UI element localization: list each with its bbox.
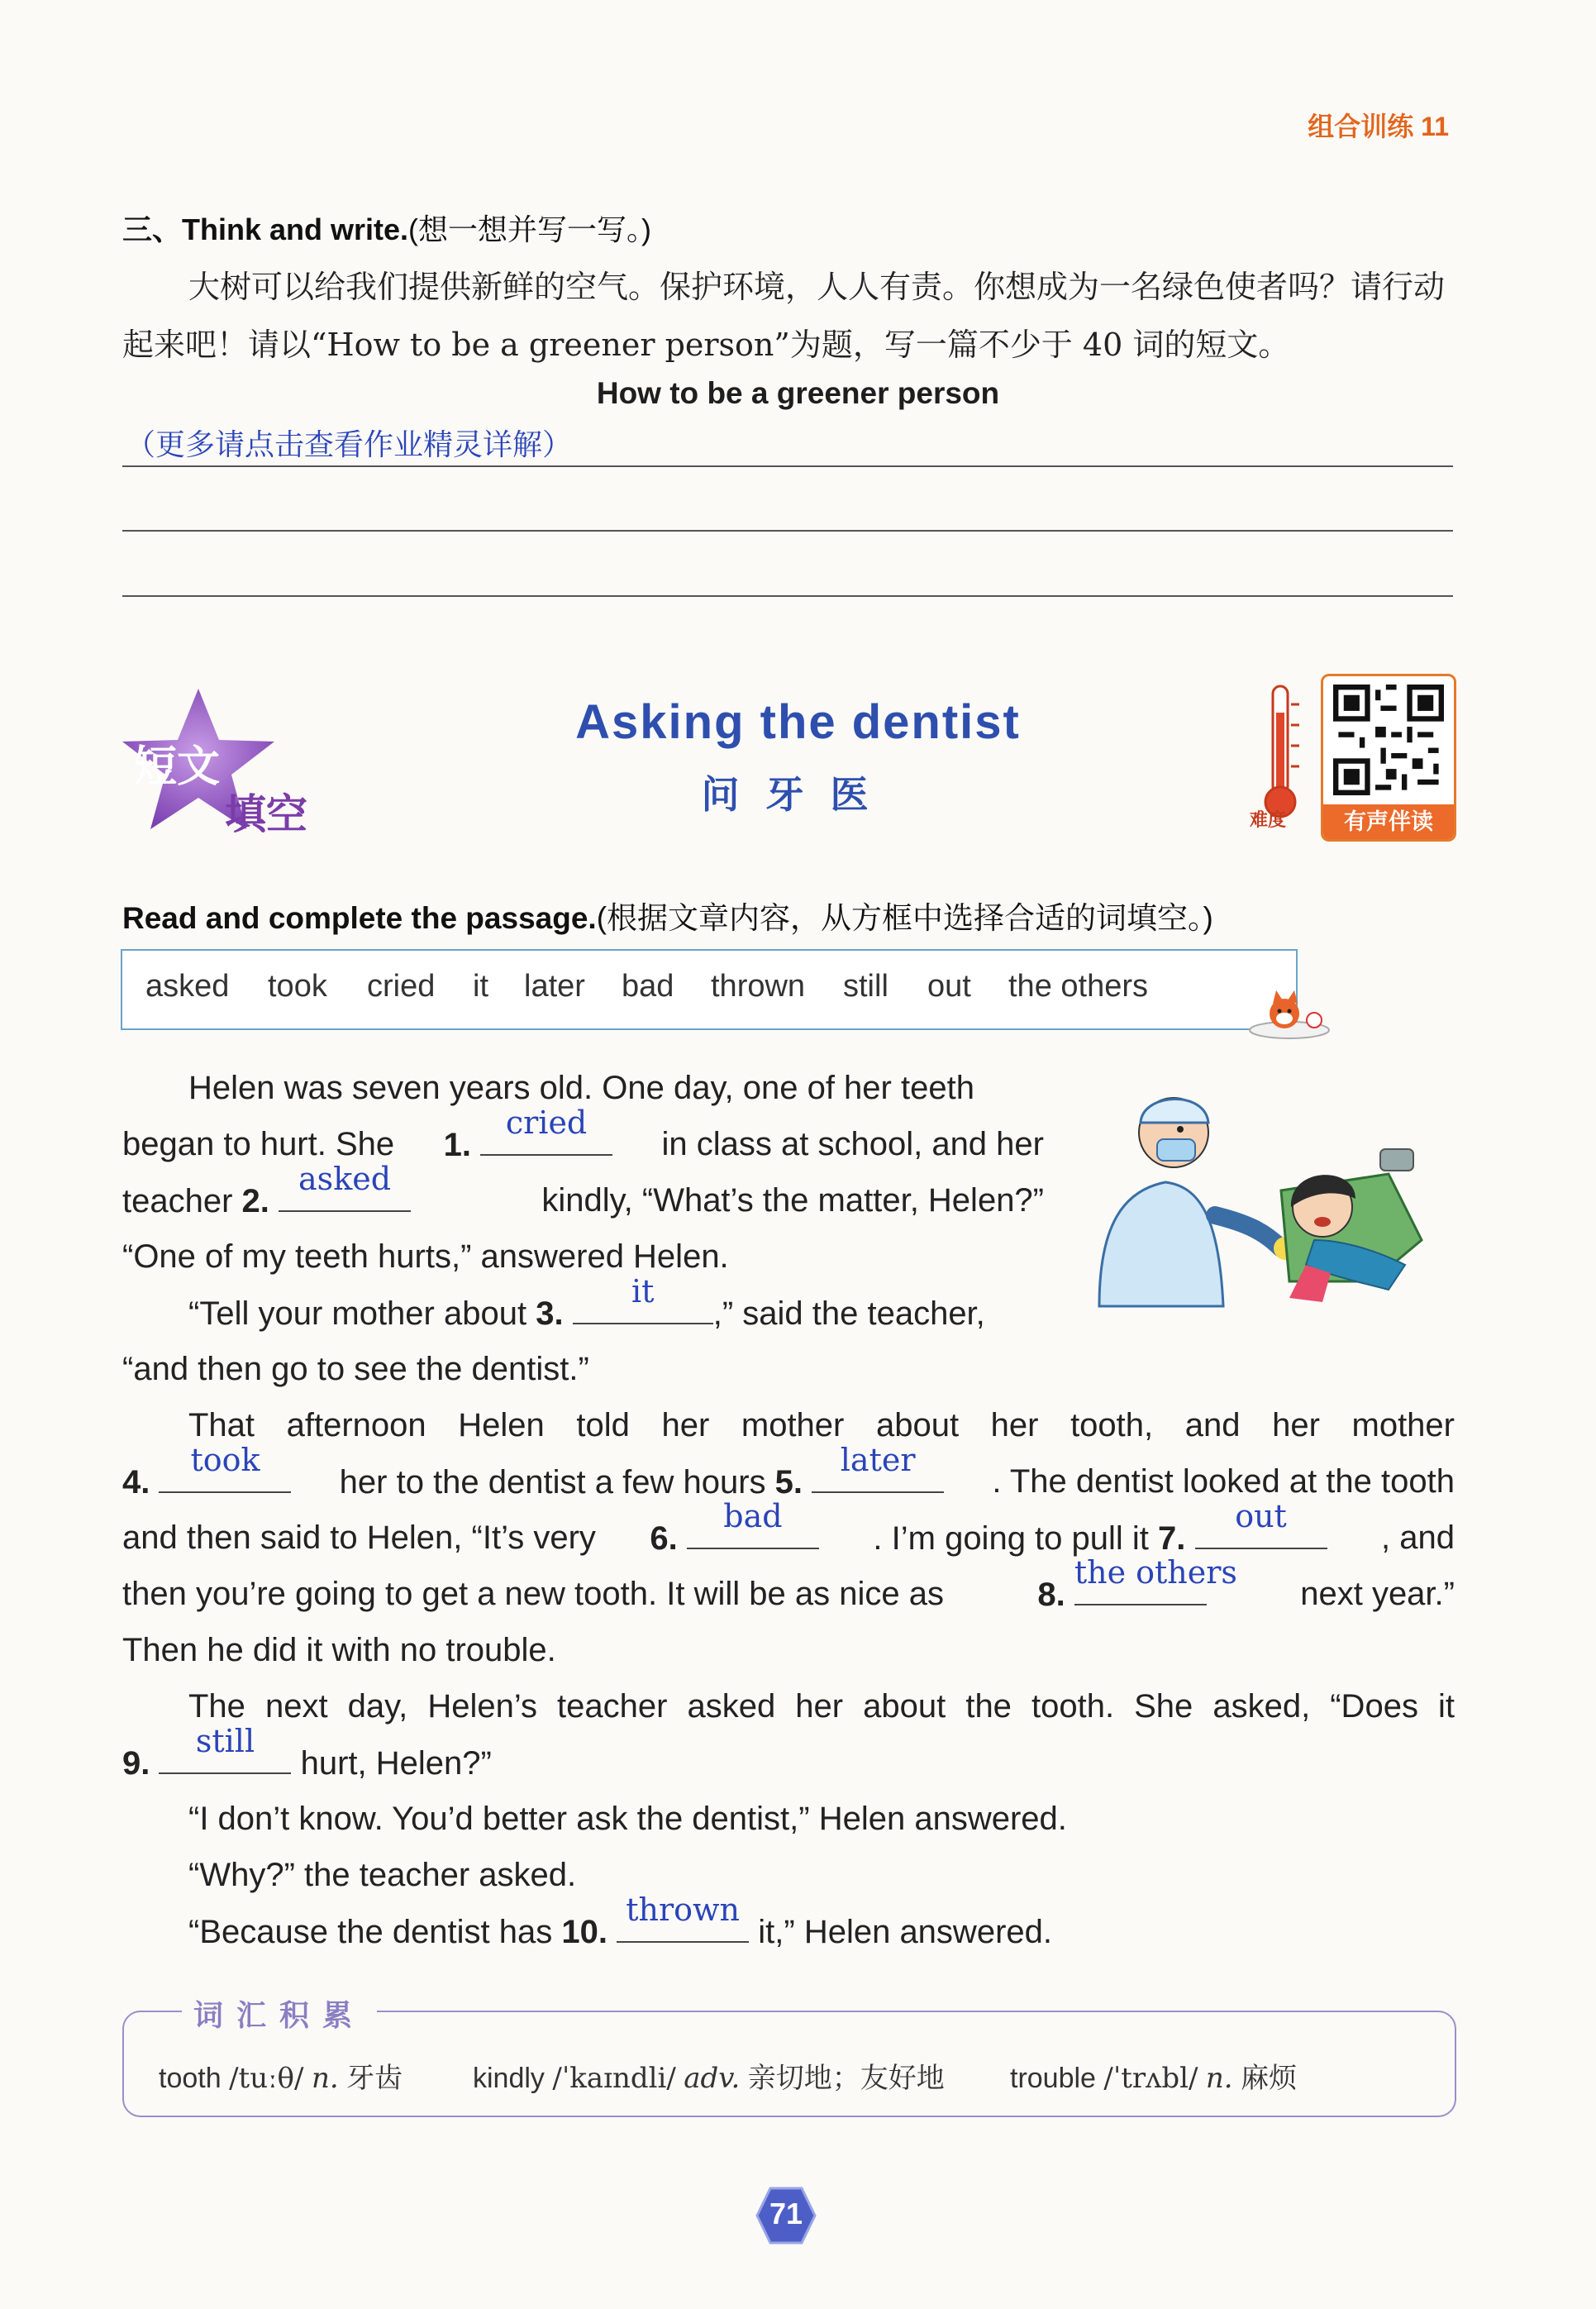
passage-text: kindly, “What’s the matter, Helen?” <box>541 1182 1044 1219</box>
passage-text: , and <box>1381 1519 1455 1556</box>
unit-tag: 组合训练 11 <box>1308 112 1449 141</box>
passage-text: Helen was seven years old. One day, one of her teeth <box>188 1070 974 1106</box>
vocab-meaning: 亲切地；友好地 <box>747 2062 945 2095</box>
section3-title-en: 三、Think and write. <box>122 212 409 246</box>
answer-blank[interactable] <box>1074 1554 1237 1605</box>
writing-line[interactable] <box>122 530 1453 532</box>
passage-text: That afternoon Helen told her mother about her tooth, and her mother <box>188 1407 1455 1443</box>
answer-blank[interactable] <box>159 1442 291 1493</box>
answer-blank[interactable] <box>1195 1498 1327 1549</box>
answer-blank[interactable] <box>687 1498 819 1549</box>
passage-text: . The dentist looked at the tooth <box>992 1463 1455 1500</box>
answer-text: took <box>190 1442 260 1478</box>
passage-text: hurt, Helen?” <box>300 1745 492 1782</box>
passage-line <box>122 1892 1052 1960</box>
passage-line <box>122 1622 556 1678</box>
audio-qr-code[interactable] <box>1321 674 1456 842</box>
answer-text: thrown <box>626 1892 741 1928</box>
passage-subtitle: 问牙医 <box>701 773 895 816</box>
answer-blank[interactable] <box>279 1161 411 1212</box>
blank-number: 3. <box>536 1295 564 1332</box>
passage-text: her to the dentist a few hours <box>339 1464 766 1500</box>
passage-line <box>122 1498 1455 1567</box>
badge-line2: 填空 <box>225 791 307 837</box>
passage-text: “Tell your mother about <box>188 1295 527 1332</box>
word-bank-item: later <box>524 969 585 1004</box>
word-bank-item: took <box>268 969 327 1004</box>
passage-text: next year.” <box>1300 1576 1455 1612</box>
passage-line <box>122 1791 1067 1847</box>
word-bank-item: still <box>843 969 889 1004</box>
word-bank-item: thrown <box>711 969 806 1004</box>
word-bank-item: it <box>473 969 488 1004</box>
passage-text: ,” said the teacher, <box>712 1295 985 1332</box>
passage-line <box>122 1273 985 1342</box>
passage-text: began to hurt. She <box>122 1126 395 1162</box>
vocab-word: kindly <box>473 2063 545 2094</box>
section3-title-cn: (想一想并写一写。) <box>408 212 652 246</box>
word-bank-item: out <box>927 969 971 1004</box>
word-bank-item: cried <box>367 969 436 1004</box>
word-bank-item: bad <box>622 969 674 1004</box>
vocab-item <box>1010 2055 1297 2096</box>
badge-line1: 短文 <box>134 743 221 791</box>
answer-text: asked <box>298 1161 392 1197</box>
passage-text: in class at school, and her <box>661 1126 1044 1162</box>
answer-blank[interactable] <box>159 1723 291 1774</box>
answer-blank[interactable] <box>480 1104 612 1156</box>
answer-blank[interactable] <box>812 1442 944 1493</box>
vocab-meaning: 麻烦 <box>1241 2062 1298 2095</box>
blank-number: 5. <box>774 1464 803 1500</box>
passage-text: “One of my teeth hurts,” answered Helen. <box>122 1238 729 1275</box>
answer-text: still <box>195 1723 255 1759</box>
passage-text: “and then go to see the dentist.” <box>122 1351 589 1387</box>
vocabulary-heading: 词汇积累 <box>182 1992 377 2035</box>
vocab-word: tooth <box>159 2063 222 2094</box>
passage-title: Asking the dentist <box>575 695 1021 749</box>
answer-text: it <box>631 1273 655 1310</box>
blank-number: 9. <box>122 1745 150 1782</box>
vocab-pos: n. <box>1205 2062 1233 2095</box>
answer-blank[interactable] <box>617 1892 749 1943</box>
blank-number: 6. <box>650 1520 678 1557</box>
passage-text: . I’m going to pull it <box>873 1520 1149 1557</box>
vocab-phonetic: /tuːθ/ <box>229 2062 304 2095</box>
qr-code-icon <box>1333 685 1444 795</box>
difficulty-label: 难度 <box>1250 809 1287 830</box>
blank-number: 8. <box>1037 1577 1065 1613</box>
passage-text: Then he did it with no trouble. <box>122 1632 556 1668</box>
answer-blank[interactable] <box>573 1273 713 1324</box>
passage-line <box>122 1397 1455 1453</box>
writing-line[interactable] <box>122 465 1453 467</box>
vocab-meaning: 牙齿 <box>346 2062 403 2095</box>
answer-text: cried <box>505 1104 588 1141</box>
passage-line <box>122 1060 1110 1116</box>
passage-text: “I don’t know. You’d better ask the dentist,” Helen answered. <box>188 1801 1067 1837</box>
blank-number: 10. <box>561 1914 608 1950</box>
passage-text: “Why?” the teacher asked. <box>188 1857 577 1893</box>
page-number: 71 <box>769 2197 803 2230</box>
passage-line <box>122 1341 589 1397</box>
vocab-phonetic: /ˈtrʌbl/ <box>1103 2062 1198 2095</box>
answer-text: out <box>1235 1498 1287 1534</box>
passage-text: it,” Helen answered. <box>758 1914 1052 1950</box>
vocab-word: trouble <box>1010 2063 1096 2094</box>
fox-mascot-icon <box>1246 990 1332 1040</box>
vocabulary-box <box>122 1998 1456 2117</box>
word-bank-item: asked <box>145 969 230 1004</box>
answer-text: bad <box>723 1498 783 1534</box>
passage-text: then you’re going to get a new tooth. It will be as nice as <box>122 1576 944 1612</box>
instructions-title <box>122 893 1213 937</box>
passage-text: teacher <box>122 1183 233 1219</box>
passage-line <box>122 1723 492 1791</box>
blank-number: 1. <box>443 1127 471 1163</box>
blank-number: 2. <box>241 1183 269 1219</box>
writing-line[interactable] <box>122 595 1453 597</box>
instructions-en: Read and complete the passage. <box>122 901 597 935</box>
word-bank <box>121 949 1298 1030</box>
section3-title <box>122 207 651 249</box>
audio-reading-label: 有声伴读 <box>1323 804 1454 839</box>
instructions-cn: (根据文章内容，从方框中选择合适的词填空。) <box>596 901 1213 935</box>
blank-number: 7. <box>1158 1520 1186 1557</box>
passage-line <box>122 1161 1044 1229</box>
vocab-pos: n. <box>311 2062 339 2095</box>
passage-line <box>122 1847 576 1903</box>
page-number-badge <box>755 2187 817 2245</box>
passage-line <box>122 1678 1455 1734</box>
blank-number: 4. <box>122 1464 150 1500</box>
section3-prompt: 大树可以给我们提供新鲜的空气。保护环境，人人有责。你想成为一名绿色使者吗？请行动起来吧！请以“How to be a greener person”为题，写一篇不少于 40 词的短文。 <box>122 269 1446 363</box>
essay-title: How to be a greener person <box>596 376 1000 410</box>
passage-text: “Because the dentist has <box>188 1914 553 1950</box>
word-bank-item: the others <box>1008 969 1148 1004</box>
vocab-phonetic: /ˈkaɪndli/ <box>552 2062 676 2095</box>
more-details-link[interactable]: （更多请点击查看作业精灵详解） <box>126 428 573 462</box>
passage-text: The next day, Helen’s teacher asked her about the tooth. She asked, “Does it <box>188 1688 1455 1725</box>
vocab-item <box>473 2055 945 2096</box>
passage-text: and then said to Helen, “It’s very <box>122 1519 596 1556</box>
answer-text: later <box>840 1442 916 1478</box>
passage-line <box>122 1104 1044 1173</box>
passage-line <box>122 1554 1455 1623</box>
vocab-item <box>159 2055 403 2096</box>
answer-text: the others <box>1074 1554 1237 1591</box>
dentist-illustration <box>1074 1075 1438 1314</box>
vocab-pos: adv. <box>684 2062 741 2095</box>
